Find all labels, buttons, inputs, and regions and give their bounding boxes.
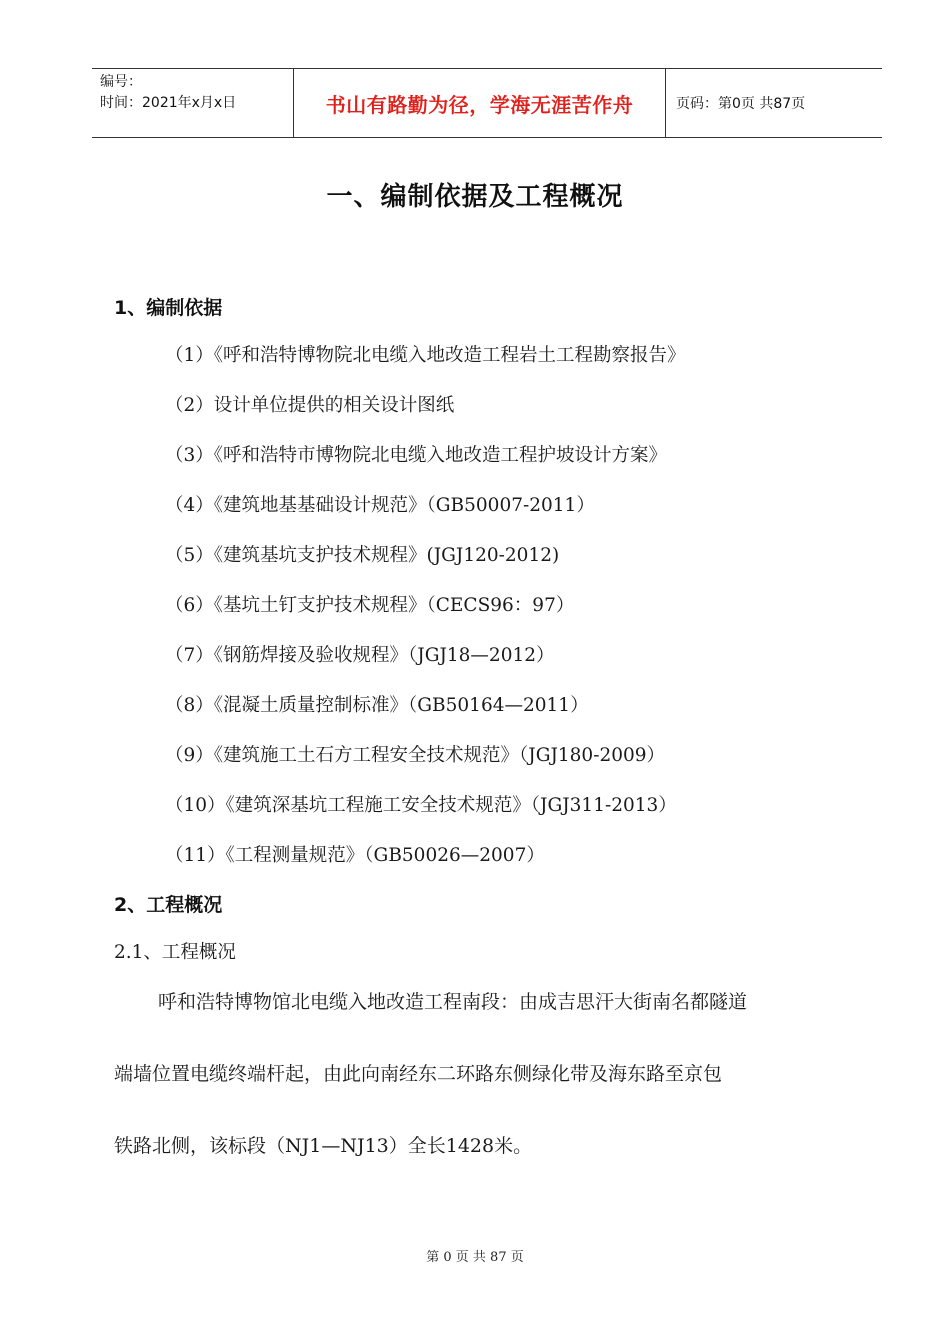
reference-item: （4）《建筑地基基础设计规范》（GB50007-2011）: [165, 495, 595, 516]
section1-heading: 1、编制依据: [114, 297, 223, 319]
reference-item: （2）设计单位提供的相关设计图纸: [165, 395, 455, 416]
page-header: [92, 68, 882, 138]
reference-list: [165, 338, 686, 888]
reference-item: （7）《钢筋焊接及验收规程》（JGJ18—2012）: [165, 645, 555, 666]
document-title: 一、编制依据及工程概况: [326, 182, 624, 212]
paragraph-line: 呼和浩特博物馆北电缆入地改造工程南段：由成吉思汗大街南名都隧道: [158, 991, 748, 1013]
reference-item: （9）《建筑施工土石方工程安全技术规范》（JGJ180-2009）: [165, 745, 666, 766]
reference-item: （5）《建筑基坑支护技术规程》(JGJ120-2012): [165, 545, 560, 566]
reference-item: （6）《基坑土钉支护技术规程》（CECS96：97）: [165, 595, 575, 616]
header-motto: 书山有路勤为径，学海无涯苦作舟: [293, 69, 666, 137]
reference-item: （3）《呼和浩特市博物院北电缆入地改造工程护坡设计方案》: [165, 445, 668, 466]
paragraph-line: 端墙位置电缆终端杆起，由此向南经东二环路东侧绿化带及海东路至京包: [114, 1063, 723, 1085]
reference-item: （8）《混凝土质量控制标准》（GB50164—2011）: [165, 695, 589, 716]
header-info: [92, 69, 293, 137]
page-footer: 第 0 页 共 87 页: [426, 1250, 524, 1265]
paragraph-line: 铁路北侧，该标段（NJ1—NJ13）全长1428米。: [114, 1135, 533, 1157]
section2-heading: 2、工程概况: [114, 894, 223, 916]
reference-item: （11）《工程测量规范》（GB50026—2007）: [165, 845, 545, 866]
number-label: 编号：: [100, 74, 142, 90]
overview-paragraph: [114, 984, 864, 1200]
header-page-label: 页码：第0页 共87页: [676, 96, 806, 112]
subsection-heading: 2.1、工程概况: [114, 942, 236, 963]
time-label: 时间：2021年x月x日: [100, 95, 237, 111]
reference-item: （10）《建筑深基坑工程施工安全技术规范》（JGJ311-2013）: [165, 795, 677, 816]
reference-item: （1）《呼和浩特博物院北电缆入地改造工程岩土工程勘察报告》: [165, 345, 686, 366]
